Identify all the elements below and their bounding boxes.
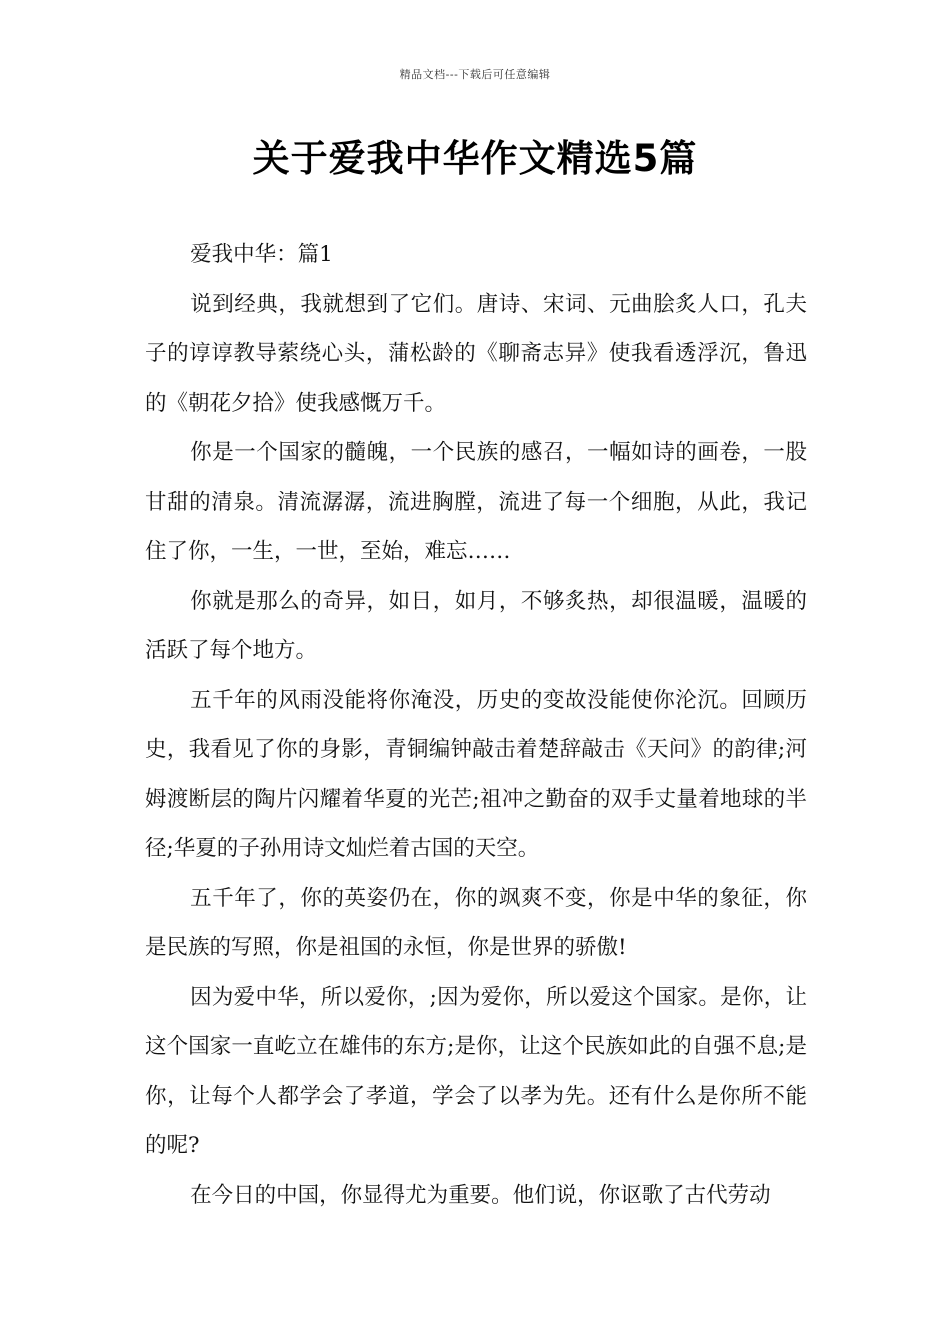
paragraph: 你就是那么的奇异，如日，如月，不够炙热，却很温暖，温暖的活跃了每个地方。 bbox=[145, 588, 807, 663]
section-heading: 爱我中华：篇1 bbox=[190, 242, 333, 267]
paragraph: 五千年的风雨没能将你淹没，历史的变故没能使你沦沉。回顾历史，我看见了你的身影，青铜编钟敲击着楚辞敲击《天问》的韵律;河姆渡断层的陶片闪耀着华夏的光芒;祖冲之勤奋的双手丈量着地球的半径;华夏的子孙用诗文灿烂着古国的天空。 bbox=[145, 687, 807, 861]
document-body bbox=[145, 230, 807, 1220]
header-note: 精品文档---下载后可任意编辑 bbox=[399, 68, 551, 81]
paragraph: 在今日的中国，你显得尤为重要。他们说，你讴歌了古代劳动 bbox=[190, 1182, 771, 1208]
document-title: 关于爱我中华作文精选5篇 bbox=[252, 137, 698, 180]
paragraph: 五千年了，你的英姿仍在，你的飒爽不变，你是中华的象征，你是民族的写照，你是祖国的永恒，你是世界的骄傲! bbox=[145, 885, 807, 960]
paragraph: 因为爱中华，所以爱你，;因为爱你，所以爱这个国家。是你，让这个国家一直屹立在雄伟的东方;是你，让这个民族如此的自强不息;是你，让每个人都学会了孝道，学会了以孝为先。还有什么是你所不能的呢? bbox=[145, 984, 807, 1158]
paragraph: 你是一个国家的髓魄，一个民族的感召，一幅如诗的画卷，一股甘甜的清泉。清流潺潺，流进胸膛，流进了每一个细胞，从此，我记住了你，一生，一世，至始，难忘…… bbox=[145, 440, 807, 564]
paragraph: 说到经典，我就想到了它们。唐诗、宋词、元曲脍炙人口，孔夫子的谆谆教导萦绕心头，蒲松龄的《聊斋志异》使我看透浮沉，鲁迅的《朝花夕拾》使我感慨万千。 bbox=[145, 291, 807, 416]
